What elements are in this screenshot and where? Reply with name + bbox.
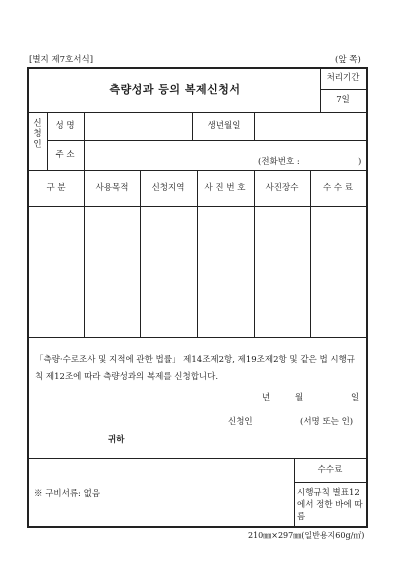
date-day: 일 bbox=[351, 393, 360, 403]
birth-right-divider bbox=[254, 112, 255, 140]
frame-top bbox=[27, 67, 367, 69]
applicant-label-divider bbox=[84, 112, 85, 170]
phone-close: ) bbox=[358, 157, 362, 167]
form-title: 측량성과 등의 복제신청서 bbox=[109, 83, 241, 96]
table-col-2 bbox=[140, 170, 141, 337]
table-bottom bbox=[27, 337, 367, 338]
phone-label: (전화번호 : bbox=[258, 157, 300, 167]
fee-divider bbox=[294, 458, 295, 526]
applicant-section-label: 신청인 bbox=[31, 118, 42, 150]
name-label: 성 명 bbox=[55, 121, 75, 131]
processing-label: 처리기간 bbox=[326, 73, 360, 83]
addressee: 귀하 bbox=[108, 435, 125, 445]
table-header-fee: 수 수 료 bbox=[322, 183, 354, 193]
fee-label: 수수료 bbox=[317, 465, 343, 475]
table-header-photo-number: 사 진 번 호 bbox=[204, 183, 246, 193]
paper-size-footer: 210㎜×297㎜(일반용지60g/㎡) bbox=[248, 531, 365, 540]
processing-mid-line bbox=[320, 89, 366, 90]
processing-value: 7일 bbox=[336, 95, 350, 105]
statement-text: 「측량·수로조사 및 지적에 관한 법률」 제14조제2항, 제19조제2항 및 같은 법 시행규칙 제12조에 따라 측량성과의 복제를 신청합니다. bbox=[35, 355, 355, 382]
table-header-category: 구 분 bbox=[46, 183, 66, 193]
birth-left-divider bbox=[192, 112, 193, 140]
fee-section-top bbox=[27, 458, 367, 459]
frame-bottom bbox=[27, 526, 367, 528]
date-month: 월 bbox=[295, 393, 304, 403]
fee-note: 시행규칙 별표12에서 정한 바에 따름 bbox=[297, 488, 363, 522]
signature-sign: (서명 또는 인) bbox=[300, 417, 354, 427]
date-year: 년 bbox=[262, 393, 271, 403]
title-row-bottom bbox=[27, 112, 367, 113]
address-label: 주 소 bbox=[55, 150, 75, 160]
fee-label-bottom bbox=[294, 482, 366, 483]
table-header-region: 신청지역 bbox=[151, 183, 185, 193]
table-header-purpose: 사용목적 bbox=[95, 183, 129, 193]
table-col-5 bbox=[310, 170, 311, 337]
name-row-bottom bbox=[47, 140, 367, 141]
table-col-4 bbox=[254, 170, 255, 337]
signature-label: 신청인 bbox=[228, 417, 253, 427]
table-header-bottom bbox=[27, 206, 367, 207]
table-col-1 bbox=[84, 170, 85, 337]
table-col-3 bbox=[197, 170, 198, 337]
page-side-label: (앞 쪽) bbox=[335, 55, 361, 65]
applicant-col-divider bbox=[47, 112, 48, 170]
required-documents: ※ 구비서류: 없음 bbox=[34, 489, 101, 499]
table-header-photo-count: 사진장수 bbox=[265, 183, 299, 193]
form-label: [별지 제7호서식] bbox=[29, 55, 94, 65]
birth-label: 생년월일 bbox=[207, 121, 241, 131]
